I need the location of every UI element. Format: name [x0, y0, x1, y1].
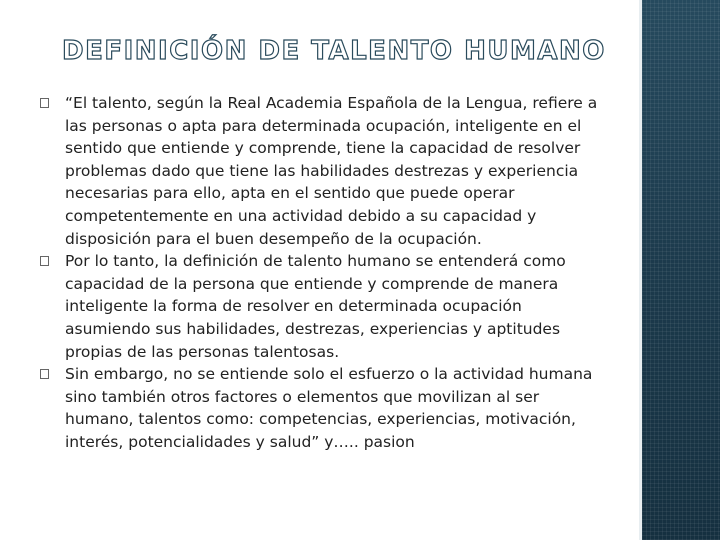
square-bullet-icon: [40, 369, 49, 379]
bullet-1-lead: “El talento,: [65, 94, 157, 112]
bullet-1-emphasis: según la Real Academia Española de la Lengua: [156, 94, 523, 112]
bullet-item-1: [40, 92, 600, 250]
bullet-item-2: [40, 250, 600, 363]
square-bullet-icon: [40, 98, 49, 108]
bullet-list: [40, 92, 600, 454]
bullet-item-3: [40, 363, 600, 453]
slide-title: DEFINICIÓN DE TALENTO HUMANO: [62, 36, 606, 66]
bullet-3-text: Sin embargo, no se entiende solo el esfuerzo o la actividad humana sino también otros factores o elementos que movilizan al ser humano, talentos como: competencias, experiencias, motivación, interés, potencialidades y salud” y….. pasion: [65, 365, 593, 451]
decorative-side-panel: [642, 0, 720, 540]
bullet-2-text: Por lo tanto, la definición de talento humano se entenderá como capacidad de la persona que entiende y comprende de manera inteligente la forma de resolver en determinada ocupación asumiendo sus habilidades, destrezas, experiencias y aptitudes propias de las personas talentosas.: [65, 252, 566, 361]
square-bullet-icon: [40, 256, 49, 266]
bullet-1-text: , refiere a las personas o apta para determinada ocupación, inteligente en el sentido que entiende y comprende, tiene la capacidad de resolver problemas dado que tiene las habilidades destrezas y experiencia necesarias para ello, apta en el sentido que puede operar competentemente en una actividad debido a su capacidad y disposición para el buen desempeño de la ocupación.: [65, 94, 598, 248]
